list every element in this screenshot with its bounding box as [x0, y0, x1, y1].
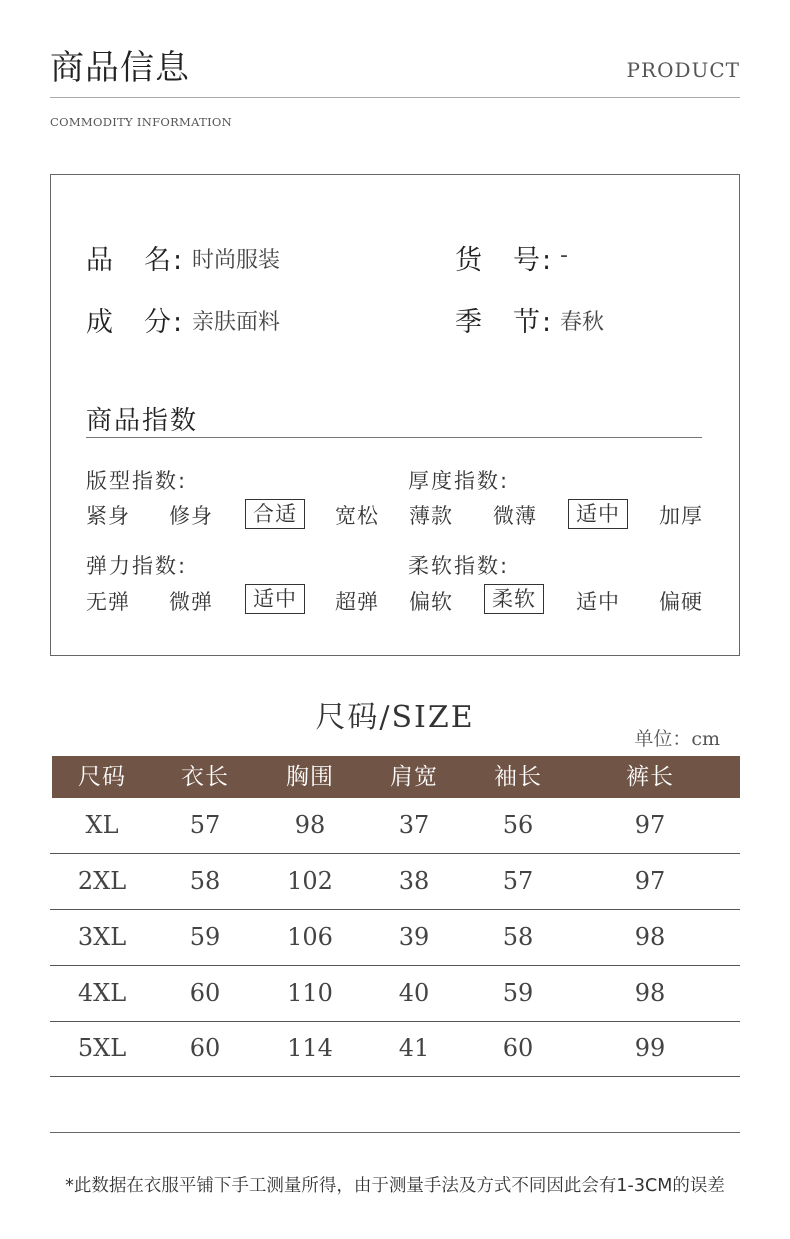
softness-option-selected: 柔软 — [484, 584, 544, 614]
thickness-option: 微薄 — [493, 504, 537, 528]
softness-option: 适中 — [576, 590, 620, 614]
elasticity-index-label: 弹力指数: — [86, 554, 188, 578]
table-cell: 102 — [287, 867, 333, 895]
fit-option: 宽松 — [335, 504, 379, 528]
thickness-index-label: 厚度指数: — [408, 469, 510, 493]
footer-divider — [50, 1132, 740, 1133]
table-cell: 98 — [634, 923, 666, 951]
table-cell: 114 — [287, 1034, 333, 1062]
sku-label: 货 号: — [455, 245, 554, 276]
fit-option-selected: 合适 — [245, 499, 305, 529]
fit-option: 修身 — [169, 504, 213, 528]
table-row — [50, 910, 740, 966]
table-cell: 60 — [189, 1034, 221, 1062]
page-title-english: PRODUCT — [626, 58, 740, 82]
header-cell: 裤长 — [626, 764, 674, 790]
page-subtitle: COMMODITY INFORMATION — [50, 115, 233, 129]
season-label: 季 节: — [455, 307, 554, 338]
material-value: 亲肤面料 — [192, 310, 281, 335]
table-cell: 58 — [189, 867, 221, 895]
table-cell: 56 — [502, 811, 534, 839]
table-cell: 59 — [502, 979, 534, 1007]
table-cell: 2XL — [77, 867, 127, 895]
softness-option: 偏硬 — [659, 590, 703, 614]
size-table-title: 尺码/SIZE — [315, 700, 475, 735]
size-unit: 单位：cm — [634, 728, 720, 750]
table-cell: 59 — [189, 923, 221, 951]
name-value: 时尚服装 — [192, 248, 281, 273]
table-cell: 57 — [189, 811, 221, 839]
table-cell: 58 — [502, 923, 534, 951]
table-cell: 60 — [502, 1034, 534, 1062]
name-label: 品 名: — [86, 245, 185, 276]
table-cell: 41 — [398, 1034, 430, 1062]
measurement-footnote: *此数据在衣服平铺下手工测量所得，由于测量手法及方式不同因此会有1-3CM的误差 — [65, 1176, 725, 1196]
table-cell: 5XL — [77, 1034, 127, 1062]
fit-index-label: 版型指数: — [86, 469, 188, 493]
table-cell: 98 — [634, 979, 666, 1007]
fit-option: 紧身 — [86, 504, 130, 528]
softness-option: 偏软 — [409, 590, 453, 614]
table-cell: 98 — [294, 811, 326, 839]
table-cell: 60 — [189, 979, 221, 1007]
table-cell: 57 — [502, 867, 534, 895]
table-cell: 97 — [634, 811, 666, 839]
elasticity-option: 微弹 — [169, 590, 213, 614]
sku-value: - — [560, 243, 568, 268]
thickness-option: 薄款 — [409, 504, 453, 528]
table-cell: 97 — [634, 867, 666, 895]
table-cell: 106 — [287, 923, 333, 951]
thickness-option: 加厚 — [659, 504, 703, 528]
table-row — [50, 966, 740, 1022]
table-cell: 40 — [398, 979, 430, 1007]
index-section-title: 商品指数 — [86, 406, 199, 436]
table-row — [50, 854, 740, 910]
header-cell: 尺码 — [78, 764, 126, 790]
table-cell: 3XL — [77, 923, 127, 951]
size-table-header — [52, 756, 740, 798]
table-cell: XL — [85, 811, 119, 839]
table-cell: 110 — [287, 979, 333, 1007]
header-divider — [50, 97, 740, 98]
header-cell: 胸围 — [286, 764, 334, 790]
table-cell: 4XL — [77, 979, 127, 1007]
table-row — [50, 1021, 740, 1077]
table-cell: 37 — [398, 811, 430, 839]
header-cell: 衣长 — [181, 764, 229, 790]
table-cell: 99 — [634, 1034, 666, 1062]
softness-index-label: 柔软指数: — [408, 554, 510, 578]
material-label: 成 分: — [86, 307, 185, 338]
index-divider — [86, 437, 702, 438]
header-cell: 肩宽 — [390, 764, 438, 790]
page-title: 商品信息 — [50, 48, 190, 88]
elasticity-option-selected: 适中 — [245, 584, 305, 614]
elasticity-option: 超弹 — [335, 590, 379, 614]
elasticity-option: 无弹 — [86, 590, 130, 614]
table-cell: 39 — [398, 923, 430, 951]
thickness-option-selected: 适中 — [568, 499, 628, 529]
table-row — [50, 798, 740, 854]
table-cell: 38 — [398, 867, 430, 895]
season-value: 春秋 — [560, 310, 605, 335]
header-cell: 袖长 — [494, 764, 542, 790]
